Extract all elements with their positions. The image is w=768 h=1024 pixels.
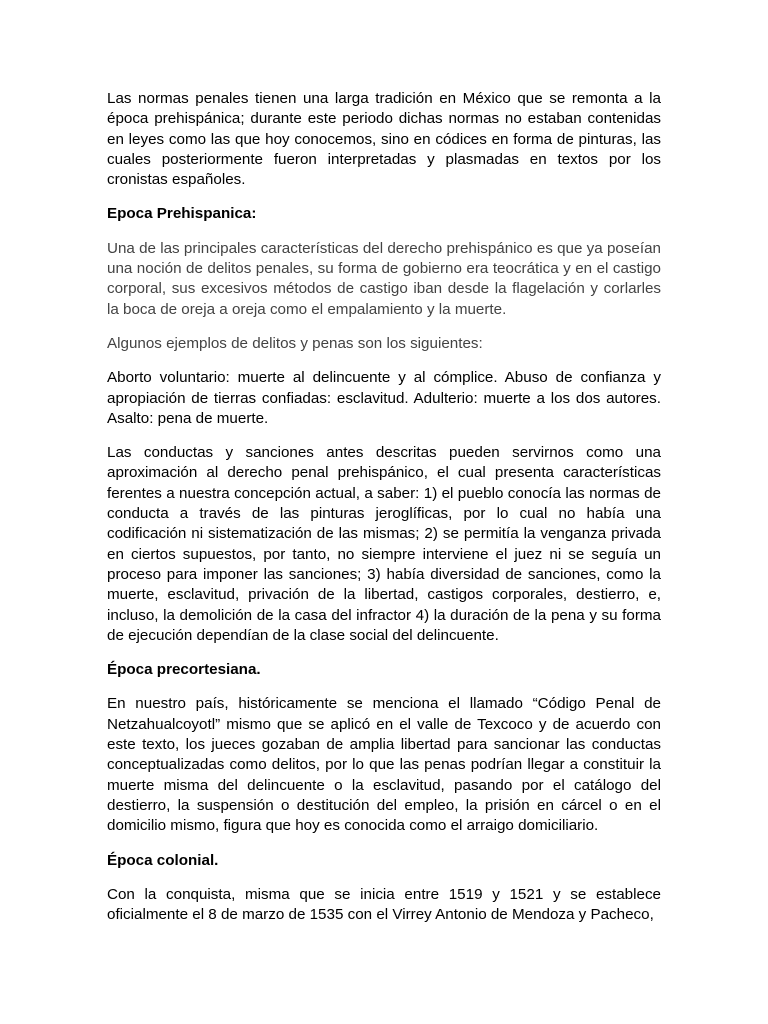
ejemplos-intro-paragraph: Algunos ejemplos de delitos y penas son los siguientes: — [107, 334, 483, 352]
ejemplos-paragraph: Aborto voluntario: muerte al delincuente y al cómplice. Abuso de confianza y apropiación de tierras confiadas: esclavitud. Adulterio: muerte a los dos autores. Asalto: pena de muerte. — [107, 369, 661, 427]
heading-epoca-precortesiana: Época precortesiana. — [107, 661, 261, 679]
heading-epoca-colonial: Época colonial. — [107, 851, 219, 869]
intro-paragraph: Las normas penales tienen una larga tradición en México que se remonta a la época prehispánica; durante este periodo dichas normas no estaban contenidas en leyes como las que hoy conocemos, sino en códices en forma de pinturas, las cuales posteriormente fueron interpretadas y plasmadas en textos por los cronistas españoles. — [107, 90, 661, 189]
conductas-paragraph: Las conductas y sanciones antes descritas pueden servirnos como una aproximación al derecho penal prehispánico, el cual presenta características ferentes a nuestra concepción actual, a saber: 1) el pueblo conocía las normas de conducta a través de las pinturas jeroglíficas, por lo cual no había una codificación ni sistematización de las mismas; 2) se permitía la venganza privada en ciertos supuestos, por tanto, no siempre interviene el juez ni se seguía un proceso para imponer las sanciones; 3) había diversidad de sanciones, como la muerte, esclavitud, privación de la libertad, castigos corporales, destierro, e, incluso, la demolición de la casa del infractor 4) la duración de la pena y su forma de ejecución dependían de la clase social del delincuente. — [107, 444, 661, 644]
heading-epoca-prehispanica: Epoca Prehispanica: — [107, 205, 257, 223]
colonial-paragraph: Con la conquista, misma que se inicia entre 1519 y 1521 y se establece oficialmente el 8 de marzo de 1535 con el Virrey Antonio de Mendoza y Pacheco, — [107, 885, 661, 924]
precortesiana-paragraph: En nuestro país, históricamente se menciona el llamado “Código Penal de Netzahualcoyotl” mismo que se aplicó en el valle de Texcoco y de acuerdo con este texto, los jueces gozaban de amplia libertad para sancionar las conductas conceptualizadas como delitos, por lo que las penas podrían llegar a constituir la muerte misma del delincuente o la esclavitud, pasando por el catálogo del destierro, la suspensión o destitución del empleo, la prisión en cárcel o en el domicilio mismo, figura que hoy es conocida como el arraigo domiciliario. — [107, 695, 661, 835]
caracteristicas-paragraph: Una de las principales características del derecho prehispánico es que ya poseían una noción de delitos penales, su forma de gobierno era teocrática y en el castigo corporal, sus excesivos métodos de castigo iban desde la flagelación y corlarles la boca de oreja a oreja como el empalamiento y la muerte. — [107, 239, 661, 318]
